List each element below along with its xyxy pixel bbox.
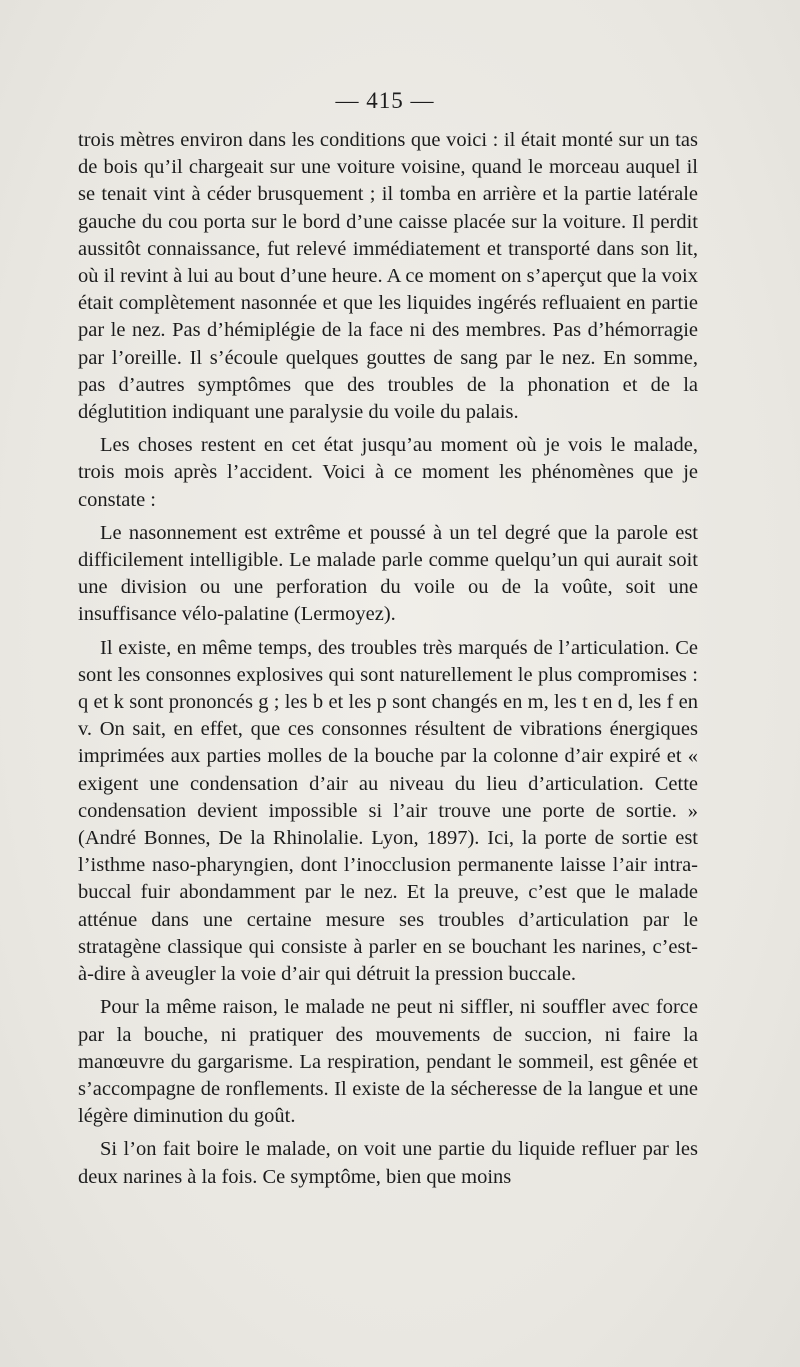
paragraph: Il existe, en même temps, des troubles très marqués de l’articulation. Ce sont les consonnes explosives qui sont naturellement le plus compromises : q et k sont prononcés g ; les b et les p sont changés en m, les t en d, les f en v. On sait, en effet, que ces consonnes résultent de vibrations énergiques imprimées aux parties molles de la bouche par la colonne d’air expiré et « exigent une condensation d’air au niveau du lieu d’articulation. Cette condensation devient impossible si l’air trouve une porte de sortie. » (André Bonnes, De la Rhinolalie. Lyon, 1897). Ici, la porte de sortie est l’isthme naso-pharyngien, dont l’inocclusion permanente laisse l’air intra-buccal fuir abondamment par le nez. Et la preuve, c’est que le malade atténue dans une certaine mesure ses troubles d’articulation par le stratagène classique qui consiste à parler en se bouchant les narines, c’est-à-dire à aveugler la voie d’air qui détruit la pression buccale. <box>78 636 698 986</box>
page-number: — 415 — <box>335 88 435 113</box>
body-text <box>78 127 698 1191</box>
paragraph: trois mètres environ dans les conditions que voici : il était monté sur un tas de bois qu’il chargeait sur une voiture voisine, quand le morceau auquel il se tenait vint à céder brusquement ; il tomba en arrière et la partie latérale gauche du cou porta sur le bord d’une caisse placée sur la voiture. Il perdit aussitôt connaissance, fut relevé immédiatement et transporté dans son lit, où il revint à lui au bout d’une heure. A ce moment on s’aperçut que la voix était complètement nasonnée et que les liquides ingérés refluaient en partie par le nez. Pas d’hémiplégie de la face ni des membres. Pas d’hémorragie par l’oreille. Il s’écoule quelques gouttes de sang par le nez. En somme, pas d’autres symptômes que des troubles de la phonation et de la déglutition indiquant une paralysie du voile du palais. <box>78 129 698 424</box>
paragraph: Les choses restent en cet état jusqu’au moment où je vois le malade, trois mois après l’accident. Voici à ce moment les phénomènes que je constate : <box>78 434 698 511</box>
paragraph: Le nasonnement est extrême et poussé à un tel degré que la parole est difficilement intelligible. Le malade parle comme quelqu’un qui aurait soit une division ou une perforation du voile ou de la voûte, soit une insuffisance vélo-palatine (Lermoyez). <box>78 521 698 626</box>
paragraph: Si l’on fait boire le malade, on voit une partie du liquide refluer par les deux narines à la fois. Ce symptôme, bien que moins <box>78 1138 698 1188</box>
paragraph: Pour la même raison, le malade ne peut ni siffler, ni souffler avec force par la bouche, ni pratiquer des mouvements de succion, ni faire la manœuvre du gargarisme. La respiration, pendant le sommeil, est gênée et s’accompagne de ronflements. Il existe de la sécheresse de la langue et une légère diminution du goût. <box>78 996 698 1128</box>
